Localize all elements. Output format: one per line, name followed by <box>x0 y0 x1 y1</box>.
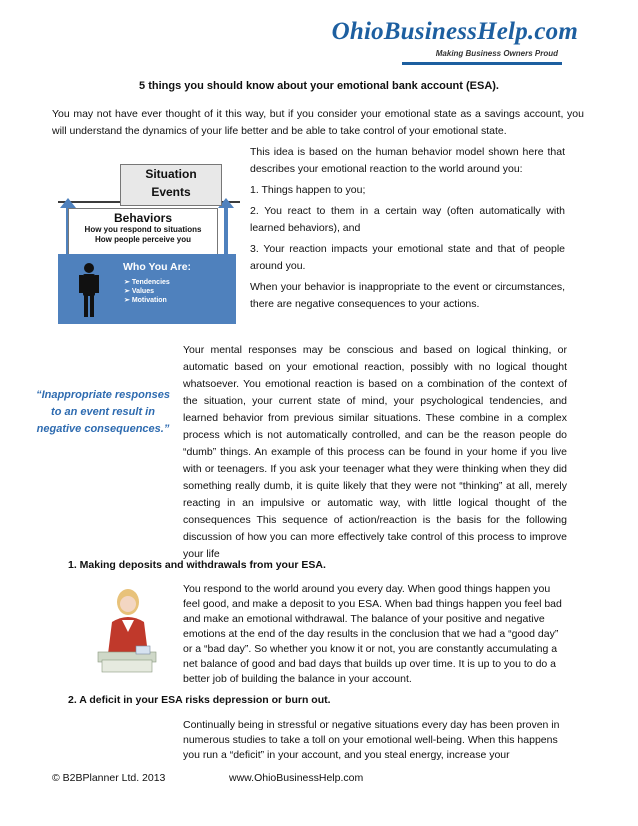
mental-responses-paragraph: Your mental responses may be conscious and based on logical thinking, or automatic based on your emotional reaction, possibly with no logical thought whatsoever. You emotional reaction is based on a combination of the context of the situation, your current state of mind, your psychological tendencies, and learned behavior from previous similar situations. These combine in a complex process which is not automatically controlled, and can be the reason people do “dumb” things. An example of this process can be found in your home if you live with or teenagers. If you ask your teenager what they were thinking when they did something really dumb, it is quite likely that they were not “thinking” at all, merely reacting in an impulsive or automatic way, with little logical thought of the consequences This sequence of action/reaction is the basis for the following discussion of how you can more effectively take control of this process to improve your life <box>183 344 567 560</box>
section-1-heading: 1. Making deposits and withdrawals from your ESA. <box>68 559 326 571</box>
pull-quote: “Inappropriate responses to an event result in negative consequences.” <box>36 389 170 435</box>
logo-divider <box>402 62 562 65</box>
who-you-are-box <box>58 254 236 324</box>
situation-label: Situation <box>145 167 197 181</box>
model-paragraph-2: 1. Things happen to you; <box>250 184 366 196</box>
model-paragraph-1: This idea is based on the human behavior model shown here that describes your emotional reaction to the world around you: <box>250 146 565 175</box>
who-you-are-list <box>124 278 170 305</box>
model-paragraph-5: When your behavior is inappropriate to the event or circumstances, there are negative consequences to your actions. <box>250 281 565 310</box>
behaviors-label: Behaviors <box>113 211 173 225</box>
behaviors-subtitle-2: How people perceive you <box>94 235 192 244</box>
person-silhouette-icon <box>78 262 100 318</box>
section-2-heading: 2. A deficit in your ESA risks depression or burn out. <box>68 694 331 706</box>
model-description <box>250 144 565 317</box>
document-title: 5 things you should know about your emotional bank account (ESA). <box>139 80 499 92</box>
woman-at-desk-illustration <box>92 582 162 680</box>
section-1-text: You respond to the world around you every day. When good things happen you feel good, and make a deposit to you ESA. When bad things happen you feel bad and make an emotional withdrawal. The balance of your positive and negative emotions at the end of the day results in the conclusion that we had a “good day” or a “bad day”. So whether you know it or not, you are constantly accumulating a net balance of good and bad days that builds up over time. It is up to you to do a better job of building the balance in your account. <box>183 583 562 685</box>
footer-copyright: © B2BPlanner Ltd. 2013 <box>52 772 166 784</box>
behaviors-subtitle-1: How you respond to situations <box>84 225 202 234</box>
model-paragraph-3: 2. You react to them in a certain way (often automatically with learned behaviors), and <box>250 205 565 234</box>
list-item: ➢ Tendencies <box>124 279 170 286</box>
behavior-model-diagram <box>58 150 240 320</box>
list-item: ➢ Motivation <box>124 297 167 304</box>
situation-box <box>120 164 222 206</box>
list-item: ➢ Values <box>124 288 154 295</box>
events-label: Events <box>151 185 191 199</box>
intro-paragraph: You may not have ever thought of it this way, but if you consider your emotional state as a savings account, you will understand the dynamics of your life better and be able to take control of your emotional state. <box>52 108 584 137</box>
section-2-text: Continually being in stressful or negative situations every day has been proven in numerous studies to take a toll on your emotional well-being. When this happens you run a “deficit” in your account, and you steal energy, increase your <box>183 719 560 761</box>
footer-url: www.OhioBusinessHelp.com <box>229 772 364 784</box>
model-paragraph-4: 3. Your reaction impacts your emotional state and that of people around you. <box>250 243 565 272</box>
who-you-are-label: Who You Are: <box>123 261 192 273</box>
logo-tagline: Making Business Owners Proud <box>435 49 558 58</box>
logo-title: OhioBusinessHelp.com <box>331 18 578 45</box>
